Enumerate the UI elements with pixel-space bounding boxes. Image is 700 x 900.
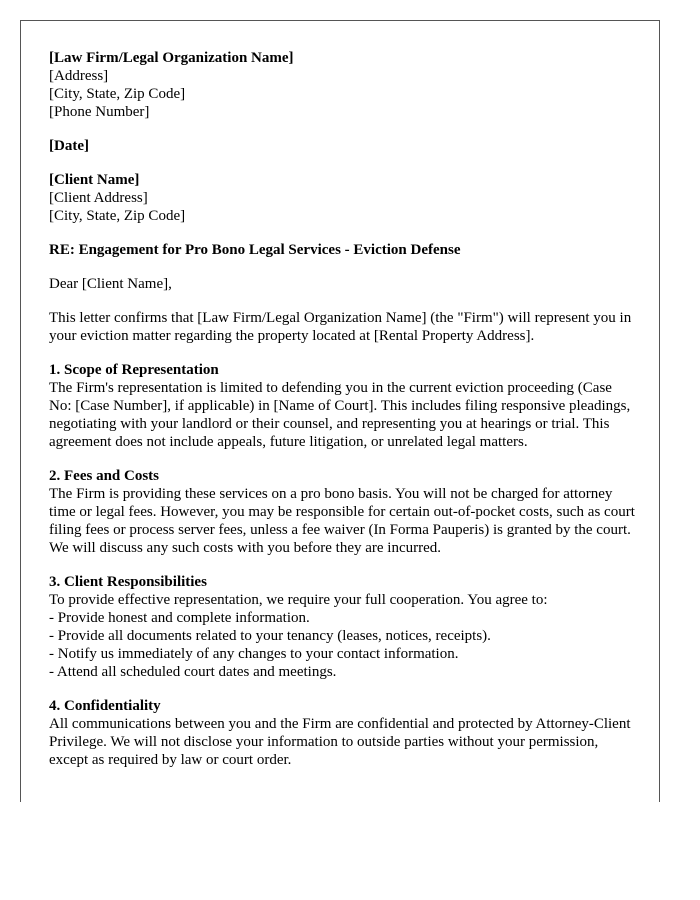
recipient-block [49, 171, 635, 225]
subject-line: RE: Engagement for Pro Bono Legal Services - Eviction Defense [49, 242, 461, 258]
letter-page [20, 20, 660, 802]
intro-block [49, 309, 635, 345]
list-item: - Provide all documents related to your tenancy (leases, notices, receipts). [49, 628, 491, 644]
section-scope [49, 361, 635, 451]
section-heading: 4. Confidentiality [49, 698, 161, 714]
section-heading: 3. Client Responsibilities [49, 574, 207, 590]
section-body: The Firm's representation is limited to defending you in the current eviction proceeding (Case No: [Case Number], if applicable) in [Name of Court]. This includes filing responsive pleadings, negotiating with your landlord or their counsel, and representing you at hearings or trial. This agreement does not include appeals, future litigation, or unrelated legal matters. [49, 380, 631, 450]
salutation-block [49, 275, 635, 293]
sender-block [49, 49, 635, 121]
sender-city-state-zip: [City, State, Zip Code] [49, 86, 186, 102]
recipient-name: [Client Name] [49, 172, 140, 188]
recipient-city-state-zip: [City, State, Zip Code] [49, 208, 186, 224]
section-heading: 1. Scope of Representation [49, 362, 219, 378]
section-fees [49, 467, 635, 557]
salutation: Dear [Client Name], [49, 276, 172, 292]
sender-address: [Address] [49, 68, 109, 84]
subject-block [49, 241, 635, 259]
sender-name: [Law Firm/Legal Organization Name] [49, 50, 294, 66]
recipient-address: [Client Address] [49, 190, 148, 206]
list-item: - Attend all scheduled court dates and meetings. [49, 664, 337, 680]
section-responsibilities [49, 573, 635, 681]
section-heading: 2. Fees and Costs [49, 468, 160, 484]
section-body: To provide effective representation, we require your full cooperation. You agree to: [49, 592, 548, 608]
date-block [49, 137, 635, 155]
intro-paragraph: This letter confirms that [Law Firm/Legal Organization Name] (the "Firm") will represent you in your eviction matter regarding the property located at [Rental Property Address]. [49, 310, 632, 344]
responsibilities-list [49, 609, 635, 681]
list-item: - Provide honest and complete information. [49, 610, 310, 626]
letter-date: [Date] [49, 138, 89, 154]
section-body: The Firm is providing these services on a pro bono basis. You will not be charged for attorney time or legal fees. However, you may be responsible for certain out-of-pocket costs, such as court filing fees or process server fees, unless a fee waiver (In Forma Pauperis) is granted by the court. We will discuss any such costs with you before they are incurred. [49, 486, 635, 556]
list-item: - Notify us immediately of any changes to your contact information. [49, 646, 459, 662]
section-body: All communications between you and the Firm are confidential and protected by Attorney-Client Privilege. We will not disclose your information to outside parties without your permission, except as required by law or court order. [49, 716, 631, 768]
section-confidentiality [49, 697, 635, 769]
letter-content [49, 49, 635, 769]
sender-phone: [Phone Number] [49, 104, 150, 120]
